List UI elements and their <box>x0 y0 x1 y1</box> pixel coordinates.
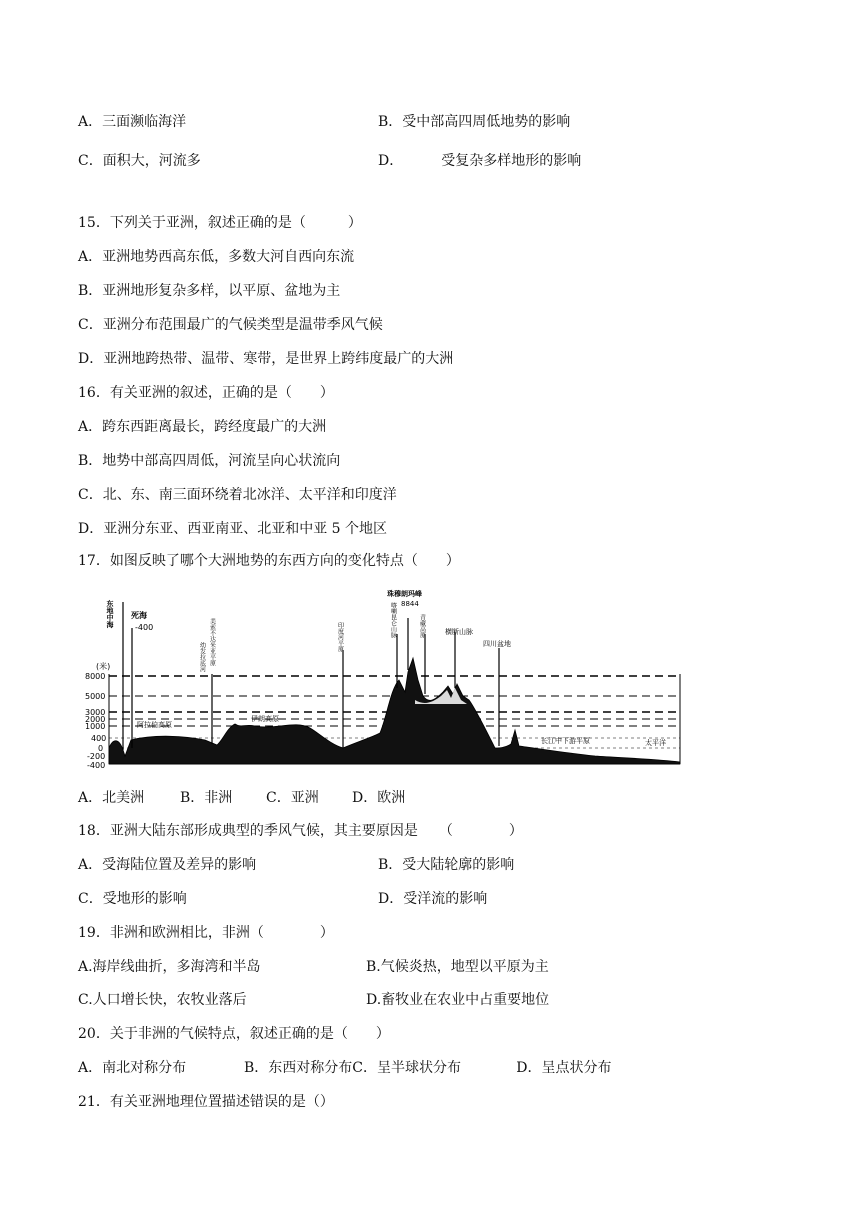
y-tick-minus400: -400 <box>87 761 106 770</box>
y-tick-1000: 1000 <box>85 722 106 731</box>
q17-option-d: D．欧洲 <box>352 790 406 806</box>
y-tick-8000: 8000 <box>85 672 106 681</box>
q14-option-d-letter: D． <box>378 153 404 169</box>
q20-option-b: B．东西对称分布 <box>244 1060 353 1076</box>
label-iran: 伊朗高原 <box>251 715 279 723</box>
label-arabia: 阿拉伯高原 <box>137 721 172 729</box>
label-indus: 印度河平原 <box>336 622 344 652</box>
q16-option-a: A．跨东西距离最长，跨经度最广的大洲 <box>78 419 327 435</box>
label-yangtze: 长江中下游平原 <box>541 737 590 745</box>
label-pacific: 太平洋 <box>645 739 666 747</box>
q17-option-a: A．北美洲 <box>78 790 145 806</box>
q19-option-d: D.畜牧业在农业中占重要地位 <box>366 992 550 1008</box>
terrain-silhouette <box>109 658 680 764</box>
q20-stem: 20．关于非洲的气候特点，叙述正确的是（ ） <box>78 1026 390 1042</box>
q18-option-d: D．受洋流的影响 <box>378 891 488 907</box>
label-sichuan: 四川盆地 <box>483 640 511 648</box>
label-dead-sea: 死海 <box>131 611 147 620</box>
q15-option-c: C．亚洲分布范围最广的气候类型是温带季风气候 <box>78 317 383 333</box>
q15-option-a: A．亚洲地势西高东低，多数大河自西向东流 <box>78 249 355 265</box>
q15-option-b: B．亚洲地形复杂多样，以平原、盆地为主 <box>78 283 341 299</box>
terrain-profile-figure <box>85 588 687 770</box>
q18-option-c: C．受地形的影响 <box>78 891 187 907</box>
q17-stem: 17．如图反映了哪个大洲地势的东西方向的变化特点（ ） <box>78 553 460 569</box>
q14-option-d <box>378 152 581 170</box>
q15-stem: 15．下列关于亚洲，叙述正确的是（ ） <box>78 215 362 231</box>
q16-stem: 16．有关亚洲的叙述，正确的是（ ） <box>78 385 334 401</box>
y-tick-0: 0 <box>98 744 104 753</box>
q17-options <box>78 789 405 807</box>
label-mediterranean: 东地中海 <box>106 600 114 628</box>
y-tick-2000: 2000 <box>85 715 106 724</box>
y-tick-minus200: -200 <box>87 752 106 761</box>
label-karakoram: 喀喇昆仑山脉 <box>389 602 397 638</box>
q16-option-c: C．北、东、南三面环绕着北冰洋、太平洋和印度洋 <box>78 487 397 503</box>
q17-option-b: B．非洲 <box>180 790 233 806</box>
q20-option-a: A．南北对称分布 <box>78 1060 187 1076</box>
label-hengduan: 横断山脉 <box>445 628 473 636</box>
q19-option-b: B.气候炎热，地型以平原为主 <box>366 959 549 975</box>
q16-option-b: B．地势中部高四周低，河流呈向心状流向 <box>78 453 341 469</box>
q15-option-d: D．亚洲地跨热带、温带、寒带，是世界上跨纬度最广的大洲 <box>78 351 454 367</box>
q19-option-c: C.人口增长快，农牧业落后 <box>78 992 247 1008</box>
q18-option-a: A．受海陆位置及差异的影响 <box>78 857 257 873</box>
q14-option-a: A．三面濒临海洋 <box>78 114 187 130</box>
y-tick-3000: 3000 <box>85 708 106 717</box>
q21-stem: 21．有关亚洲地理位置描述错误的是（） <box>78 1094 334 1110</box>
q14-option-c: C．面积大，河流多 <box>78 153 201 169</box>
label-tigris: 幼发拉底河 <box>198 642 206 672</box>
q19-option-a: A.海岸线曲折，多海湾和半岛 <box>78 959 261 975</box>
q17-option-c: C．亚洲 <box>266 790 319 806</box>
y-axis-unit: (米) <box>96 662 111 671</box>
label-everest-elev: 8844 <box>401 600 419 608</box>
q20-option-d: D．呈点状分布 <box>516 1060 612 1076</box>
q20-options <box>78 1059 612 1077</box>
q14-option-d-text: 受复杂多样地形的影响 <box>441 153 582 169</box>
y-tick-400: 400 <box>91 734 107 743</box>
label-dead-sea-elev: -400 <box>135 623 154 632</box>
q19-stem: 19．非洲和欧洲相比，非洲（ ） <box>78 925 334 941</box>
q16-option-d: D．亚洲分东亚、西亚南亚、北亚和中亚 5 个地区 <box>78 521 388 537</box>
q14-option-b: B．受中部高四周低地势的影响 <box>378 114 571 130</box>
q18-stem: 18．亚洲大陆东部形成典型的季风气候，其主要原因是 （ ） <box>78 823 523 839</box>
label-everest: 珠穆朗玛峰 <box>387 590 422 598</box>
label-tibet: 青藏高原 <box>418 614 426 638</box>
y-tick-5000: 5000 <box>85 692 106 701</box>
q20-option-c: C．呈半球状分布 <box>352 1060 462 1076</box>
q18-option-b: B．受大陆轮廓的影响 <box>378 857 515 873</box>
label-mesopotamia: 美索不达米亚平原 <box>208 618 216 666</box>
